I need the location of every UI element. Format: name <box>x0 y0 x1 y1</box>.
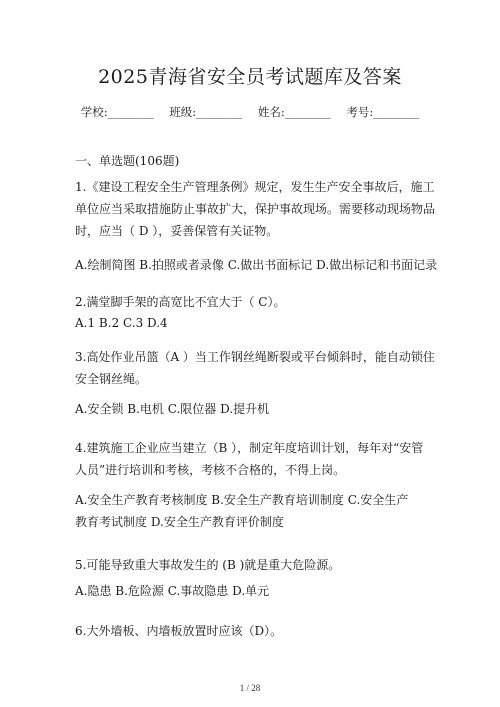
question-5-stem: 5.可能导致重大事故发生的 (B )就是重大危险源。 <box>75 558 341 572</box>
question-3-options: A.安全锁 B.电机 C.限位器 D.提升机 <box>75 402 270 416</box>
question-6-stem: 6.大外墙板、内墙板放置时应该（D）。 <box>75 624 283 638</box>
question-4-options: A.安全生产教育考核制度 B.安全生产教育培训制度 C.安全生产教育考试制度 D.安全生产教育评价制度 <box>75 493 409 529</box>
document-title: 2025青海省安全员考试题库及答案 <box>98 66 402 88</box>
school-field: 学校:________ <box>80 105 154 119</box>
class-field: 班级:________ <box>169 105 243 119</box>
page-number: 1 / 28 <box>239 683 261 693</box>
exam-number-field: 考号:________ <box>346 105 420 119</box>
question-1-stem: 1.《建设工程安全生产管理条例》规定，发生生产安全事故后，施工单位应当采取措施防止事故扩大，保护事故现场。需要移动现场物品时，应当（ D ），妥善保管有关证物。 <box>75 180 436 238</box>
question-2-stem: 2.满堂脚手架的高宽比不宜大于（ C）。 <box>75 295 286 309</box>
student-info-row <box>0 104 500 120</box>
question-3-stem: 3.高处作业吊篮（A ）当工作钢丝绳断裂或平台倾斜时，能自动锁住安全钢丝绳。 <box>75 350 435 386</box>
question-4-stem: 4.建筑施工企业应当建立（B ），制定年度培训计划，每年对“安管人员”进行培训和考核，考核不合格的，不得上岗。 <box>75 441 424 477</box>
section-heading: 一、单选题(106题) <box>75 154 180 168</box>
question-5-options: A.隐患 B.危险源 C.事故隐患 D.单元 <box>75 584 270 598</box>
question-2-options: A.1 B.2 C.3 D.4 <box>75 316 168 330</box>
name-field: 姓名:________ <box>257 105 331 119</box>
question-1-options: A.绘制简图 B.拍照或者录像 C.做出书面标记 D.做出标记和书面记录 <box>75 258 438 272</box>
